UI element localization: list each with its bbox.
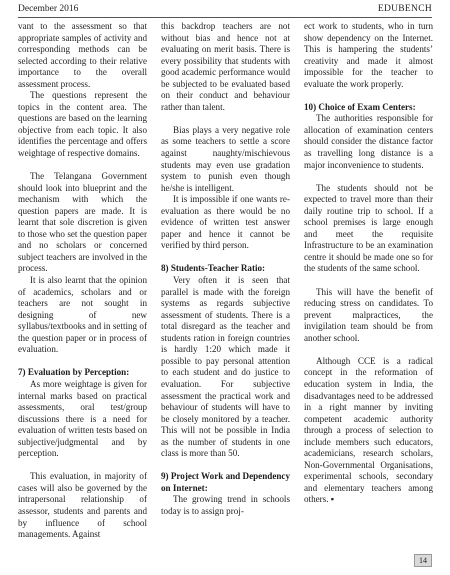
body-paragraph: Very often it is seen that parallel is made with the foreign systems as regards subjective assessment of students. There is a total disregard as the teacher and students ration in foreign countries is hardly 1:20 which made it possible to pay personal attention to each student and do justice to evaluation. For subjective assessment the practical work and behaviour of students will have to be closely monitored by a teacher. This will not be possible in India as the number of students in one class is more than 50.: [161, 275, 290, 459]
paragraph-spacer: [161, 113, 290, 125]
section-heading: 9) Project Work and Dependency on Internet:: [161, 471, 290, 493]
body-paragraph: As more weightage is given for internal marks based on practical assessments, oral test/group discussions there is a need for evaluation of written tests based on subjective/judgmental and by perception.: [18, 378, 147, 459]
paragraph-spacer: [304, 90, 433, 102]
section-heading: 8) Students-Teacher Ratio:: [161, 263, 266, 274]
paragraph-spacer: [161, 252, 290, 264]
running-header: [18, 3, 432, 15]
page-number: 14: [414, 554, 432, 567]
body-paragraph: vant to the assessment so that appropriate samples of activity and corresponding methods can be selected according to their relative importance to the overall assessment process.: [18, 21, 147, 89]
paragraph-spacer: [18, 460, 147, 472]
paragraph-spacer: [304, 171, 433, 183]
body-paragraph: The Telangana Government should look into blueprint and the mechanism with which the question papers are made. It is learnt that sole discretion is given to those who set the question paper and no scholars or concerned subject teachers are involved in the process.: [18, 171, 147, 274]
text-column-2: [161, 21, 290, 518]
section-heading: 10) Choice of Exam Centers:: [304, 101, 416, 112]
magazine-name: EDUBENCH: [377, 4, 432, 14]
issue-date: December 2016: [18, 4, 79, 14]
paragraph-text: Although CCE is a radical concept in the reformation of education system in India, the disadvantages need to be addressed in a right manner by inviting competent academic authority through a process of selection to include members such educators, academicians, research scholars, Non-Governmental Organisations, experimental schools, secondary and elementary teachers among others.: [304, 355, 433, 505]
body-paragraph: The questions represent the topics in the content area. The questions are based on the learning objective from each topic. It also identifies the percentage and offers weightage of respective domains.: [18, 90, 147, 159]
body-paragraph: Bias plays a very negative role as some teachers to settle a score against naughty/mischievous students may even use gradation system to punish even though he/she is intelligent.: [161, 124, 290, 193]
body-paragraph: It is also learnt that the opinion of academics, scholars and or teachers are not sought in designing of new syllabus/textbooks and in setting of the question paper or in process of evaluation.: [18, 275, 147, 355]
body-paragraph: This evaluation, in majority of cases will also be governed by the intrapersonal relationship of assessor, students and parents and by influence of school managements. Against: [18, 471, 147, 540]
body-paragraph: This will have the benefit of reducing stress on candidates. To prevent malpractices, the invigilation team should be from another school.: [304, 286, 433, 343]
paragraph-spacer: [18, 160, 147, 172]
body-paragraph: The students should not be expected to travel more than their daily routine trip to school. If a school premises is large enough and meet the requisite Infrastructure to be an examination centre it should be made one so for the students of the same school.: [304, 182, 433, 274]
paragraph-spacer: [161, 460, 290, 472]
body-paragraph: this backdrop teachers are not without bias and hence not at evaluating on merit basis. There is every possibility that students with good academic performance would be subjected to be evaluated based on their conduct and behaviour rather than talent.: [161, 21, 290, 112]
text-column-1: [18, 21, 147, 541]
paragraph-spacer: [304, 344, 433, 356]
text-column-3: [304, 21, 433, 506]
body-paragraph: The growing trend in schools today is to assign proj-: [161, 494, 290, 516]
section-heading: 7) Evaluation by Perception:: [18, 367, 130, 378]
body-paragraph: It is impossible if one wants re-evaluation as there would be no evidence of written test answer paper and hence it cannot be verified by third person.: [161, 194, 290, 251]
article-end-mark: ▪: [330, 494, 335, 505]
body-paragraph: [304, 356, 433, 506]
body-paragraph: The authorities responsible for allocation of examination centers should consider the distance factor as travelling long distance is a major inconvenience to students.: [304, 113, 433, 170]
body-paragraph: ect work to students, who in turn show dependency on the Internet. This is hampering the students’ creativity and made it almost impossible for the teacher to evaluate the work properly.: [304, 21, 433, 89]
paragraph-spacer: [304, 275, 433, 287]
header-rule: [18, 17, 432, 18]
paragraph-spacer: [18, 356, 147, 368]
